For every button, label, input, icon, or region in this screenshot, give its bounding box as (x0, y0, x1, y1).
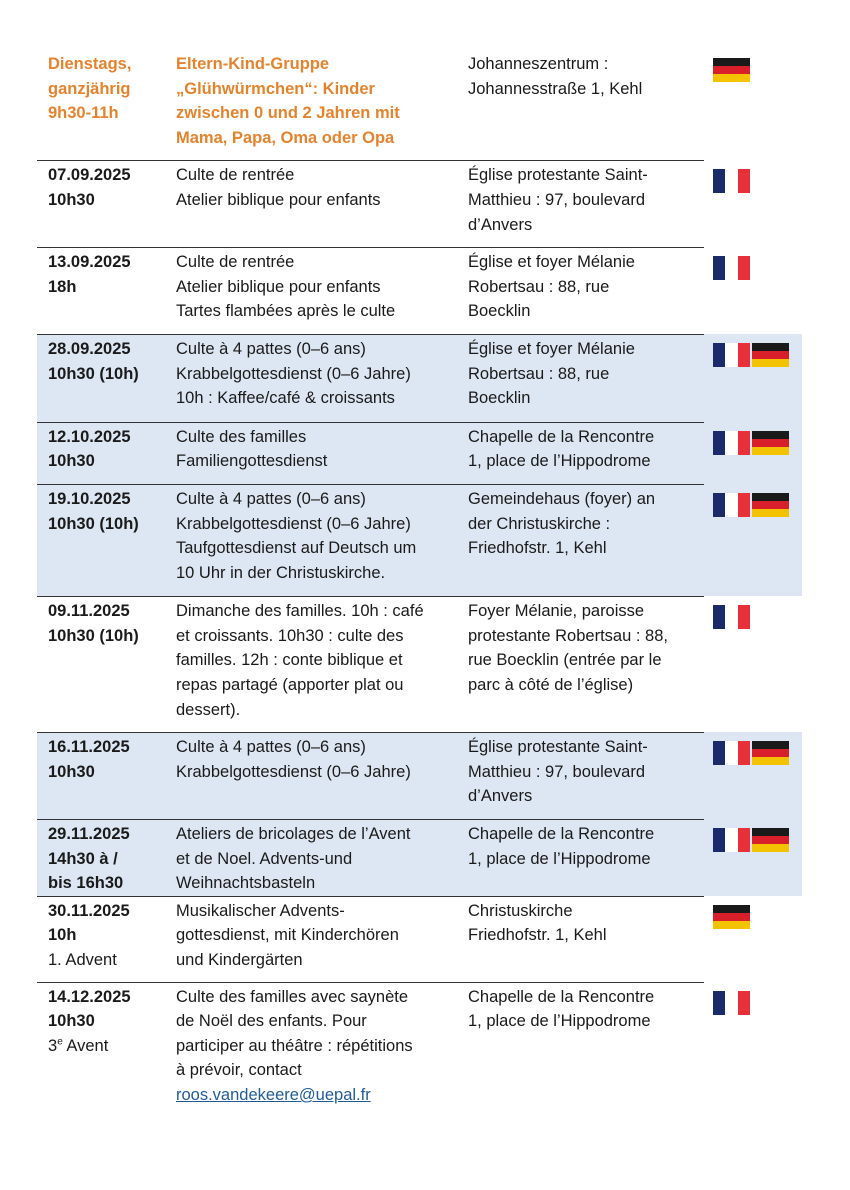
event-location (457, 337, 697, 411)
event-location (457, 163, 697, 237)
text-line: bis 16h30 (48, 874, 124, 893)
language-flags (697, 487, 802, 585)
event-description (165, 599, 457, 722)
text-line: 29.11.2025 (48, 825, 130, 844)
event-date (37, 822, 165, 896)
event-location (457, 899, 697, 973)
schedule-row (37, 46, 802, 160)
text-line: Robertsau : 88, rue (468, 364, 610, 383)
text-line: et croissants. 10h30 : culte des (176, 626, 404, 645)
event-date (37, 487, 165, 585)
text-line: Tartes flambées après le culte (176, 302, 396, 321)
text-line: 12.10.2025 (48, 427, 131, 446)
event-location (457, 735, 697, 809)
text-line: 19.10.2025 (48, 489, 131, 508)
french-flag-icon (713, 991, 750, 1015)
text-line: Krabbelgottesdienst (0–6 Jahre) (176, 514, 411, 533)
event-description (165, 337, 457, 411)
text-line: 1. Advent (48, 951, 117, 969)
text-line: Culte à 4 pattes (0–6 ans) (176, 339, 366, 358)
event-date (37, 985, 165, 1108)
text-line: 16.11.2025 (48, 738, 130, 757)
text-line: Matthieu : 97, boulevard (468, 762, 646, 781)
event-date (37, 337, 165, 411)
language-flags (697, 163, 802, 237)
text-line: Culte des familles (176, 427, 307, 446)
french-flag-icon (713, 169, 750, 193)
text-line: 10h30 (10h) (48, 626, 139, 645)
event-date (37, 52, 165, 150)
event-date (37, 899, 165, 973)
event-location (457, 985, 697, 1108)
text-line: repas partagé (apporter plat ou (176, 676, 404, 695)
german-flag-icon (713, 58, 750, 82)
event-description (165, 487, 457, 585)
event-date (37, 599, 165, 722)
text-line: Mama, Papa, Oma oder Opa (176, 128, 395, 147)
event-description (165, 52, 457, 150)
text-line: Atelier biblique pour enfants (176, 190, 381, 209)
event-description (165, 425, 457, 474)
language-flags (697, 250, 802, 324)
german-flag-icon (713, 905, 750, 929)
schedule-row (37, 732, 802, 819)
text-line: dessert). (176, 700, 241, 719)
text-line: 10h30 (10h) (48, 514, 139, 533)
language-flags (697, 599, 802, 722)
text-line: gottesdienst, mit Kinderchören (176, 926, 399, 945)
text-line: Chapelle de la Rencontre (468, 427, 655, 446)
text-line: Boecklin (468, 302, 531, 321)
event-location (457, 425, 697, 474)
text-line: à prévoir, contact (176, 1061, 302, 1080)
text-line: Matthieu : 97, boulevard (468, 190, 646, 209)
text-line: familles. 12h : conte biblique et (176, 651, 403, 670)
text-line: rue Boecklin (entrée par le (468, 651, 662, 670)
text-line: 28.09.2025 (48, 339, 131, 358)
text-line: Johanneszentrum : (468, 55, 609, 73)
text-line: und Kindergärten (176, 951, 303, 969)
french-flag-icon (713, 741, 750, 765)
text-line: Culte des familles avec saynète (176, 987, 409, 1006)
event-date (37, 163, 165, 237)
schedule-row (37, 334, 802, 422)
text-line: Musikalischer Advents- (176, 901, 345, 920)
text-line: 09.11.2025 (48, 602, 130, 621)
text-line: 10h30 (48, 190, 95, 209)
french-flag-icon (713, 493, 750, 517)
schedule-row (37, 982, 802, 1118)
schedule-row (37, 819, 802, 896)
text-line: 14h30 à / (48, 849, 118, 868)
schedule-row (37, 484, 802, 596)
text-line: 10 Uhr in der Christuskirche. (176, 563, 386, 582)
text-line: Ateliers de bricolages de l’Avent (176, 825, 411, 844)
event-location (457, 822, 697, 896)
text-line: Krabbelgottesdienst (0–6 Jahre) (176, 762, 411, 781)
text-line: Église et foyer Mélanie (468, 253, 635, 272)
language-flags (697, 822, 802, 896)
event-description (165, 899, 457, 973)
text-line: 1, place de l’Hippodrome (468, 849, 651, 868)
text-line: Église et foyer Mélanie (468, 339, 635, 358)
advent-label: 3e Avent (48, 1036, 109, 1055)
text-line: Gemeindehaus (foyer) an (468, 489, 656, 508)
text-line: Johannesstraße 1, Kehl (468, 79, 643, 98)
text-line: Église protestante Saint- (468, 166, 648, 185)
text-line: Culte à 4 pattes (0–6 ans) (176, 738, 366, 757)
french-flag-icon (713, 605, 750, 629)
text-line: Chapelle de la Rencontre (468, 987, 655, 1006)
text-line: d’Anvers (468, 215, 533, 234)
schedule-row (37, 896, 802, 982)
language-flags (697, 337, 802, 411)
text-line: Krabbelgottesdienst (0–6 Jahre) (176, 364, 411, 383)
german-flag-icon (752, 828, 789, 852)
text-line: participer au théâtre : répétitions (176, 1036, 413, 1055)
text-line: Dimanche des familles. 10h : café (176, 602, 424, 621)
event-description (165, 735, 457, 809)
text-line: 10h30 (48, 1012, 95, 1031)
german-flag-icon (752, 493, 789, 517)
text-line: et de Noel. Advents-und (176, 849, 353, 868)
text-line: 10h30 (48, 762, 95, 781)
text-line: der Christuskirche : (468, 514, 611, 533)
text-line: 30.11.2025 (48, 901, 130, 920)
french-flag-icon (713, 828, 750, 852)
text-line: Culte de rentrée (176, 253, 295, 272)
text-line: Chapelle de la Rencontre (468, 825, 655, 844)
text-line: 1, place de l’Hippodrome (468, 1012, 651, 1031)
german-flag-icon (752, 741, 789, 765)
german-flag-icon (752, 431, 789, 455)
text-line: Église protestante Saint- (468, 738, 648, 757)
text-line: Boecklin (468, 389, 531, 408)
schedule-row (37, 422, 802, 484)
text-line: 14.12.2025 (48, 987, 131, 1006)
german-flag-icon (752, 343, 789, 367)
text-line: 07.09.2025 (48, 166, 131, 185)
event-description (165, 822, 457, 896)
text-line: parc à côté de l’église) (468, 676, 634, 695)
text-line: 10h : Kaffee/café & croissants (176, 389, 395, 408)
language-flags (697, 52, 802, 150)
language-flags (697, 899, 802, 973)
language-flags (697, 425, 802, 474)
french-flag-icon (713, 256, 750, 280)
text-line: Robertsau : 88, rue (468, 277, 610, 296)
french-flag-icon (713, 431, 750, 455)
schedule-table (37, 46, 802, 1118)
text-line: 10h (48, 926, 77, 945)
text-line: „Glühwürmchen“: Kinder (176, 79, 375, 98)
event-date (37, 735, 165, 809)
text-line: de Noël des enfants. Pour (176, 1012, 367, 1031)
language-flags (697, 985, 802, 1108)
event-date (37, 250, 165, 324)
event-location (457, 52, 697, 150)
text-line: 10h30 (48, 452, 95, 471)
contact-email-link[interactable]: roos.vandekeere@uepal.fr (176, 1085, 371, 1104)
text-line: 9h30-11h (48, 104, 119, 123)
text-line: Foyer Mélanie, paroisse (468, 602, 645, 621)
text-line: Familiengottesdienst (176, 452, 328, 471)
text-line: Weihnachtsbasteln (176, 874, 316, 893)
event-location (457, 599, 697, 722)
schedule-row (37, 160, 802, 247)
event-description (165, 163, 457, 237)
text-line: Atelier biblique pour enfants (176, 277, 381, 296)
text-line: 10h30 (10h) (48, 364, 139, 383)
event-date (37, 425, 165, 474)
french-flag-icon (713, 343, 750, 367)
event-description (165, 985, 457, 1108)
event-location (457, 250, 697, 324)
language-flags (697, 735, 802, 809)
text-line: Eltern-Kind-Gruppe (176, 55, 330, 73)
schedule-row (37, 247, 802, 334)
text-line: protestante Robertsau : 88, (468, 626, 668, 645)
schedule-row (37, 596, 802, 732)
text-line: Taufgottesdienst auf Deutsch um (176, 539, 417, 558)
text-line: 18h (48, 277, 77, 296)
text-line: 13.09.2025 (48, 253, 131, 272)
text-line: Friedhofstr. 1, Kehl (468, 539, 607, 558)
text-line: Friedhofstr. 1, Kehl (468, 926, 607, 945)
text-line: ganzjährig (48, 79, 131, 98)
text-line: d’Anvers (468, 787, 533, 806)
event-description (165, 250, 457, 324)
text-line: Culte de rentrée (176, 166, 295, 185)
text-line: 1, place de l’Hippodrome (468, 452, 651, 471)
text-line: zwischen 0 und 2 Jahren mit (176, 104, 400, 123)
event-location (457, 487, 697, 585)
text-line: Dienstags, (48, 55, 132, 73)
text-line: Culte à 4 pattes (0–6 ans) (176, 489, 366, 508)
text-line: Christuskirche (468, 901, 573, 920)
